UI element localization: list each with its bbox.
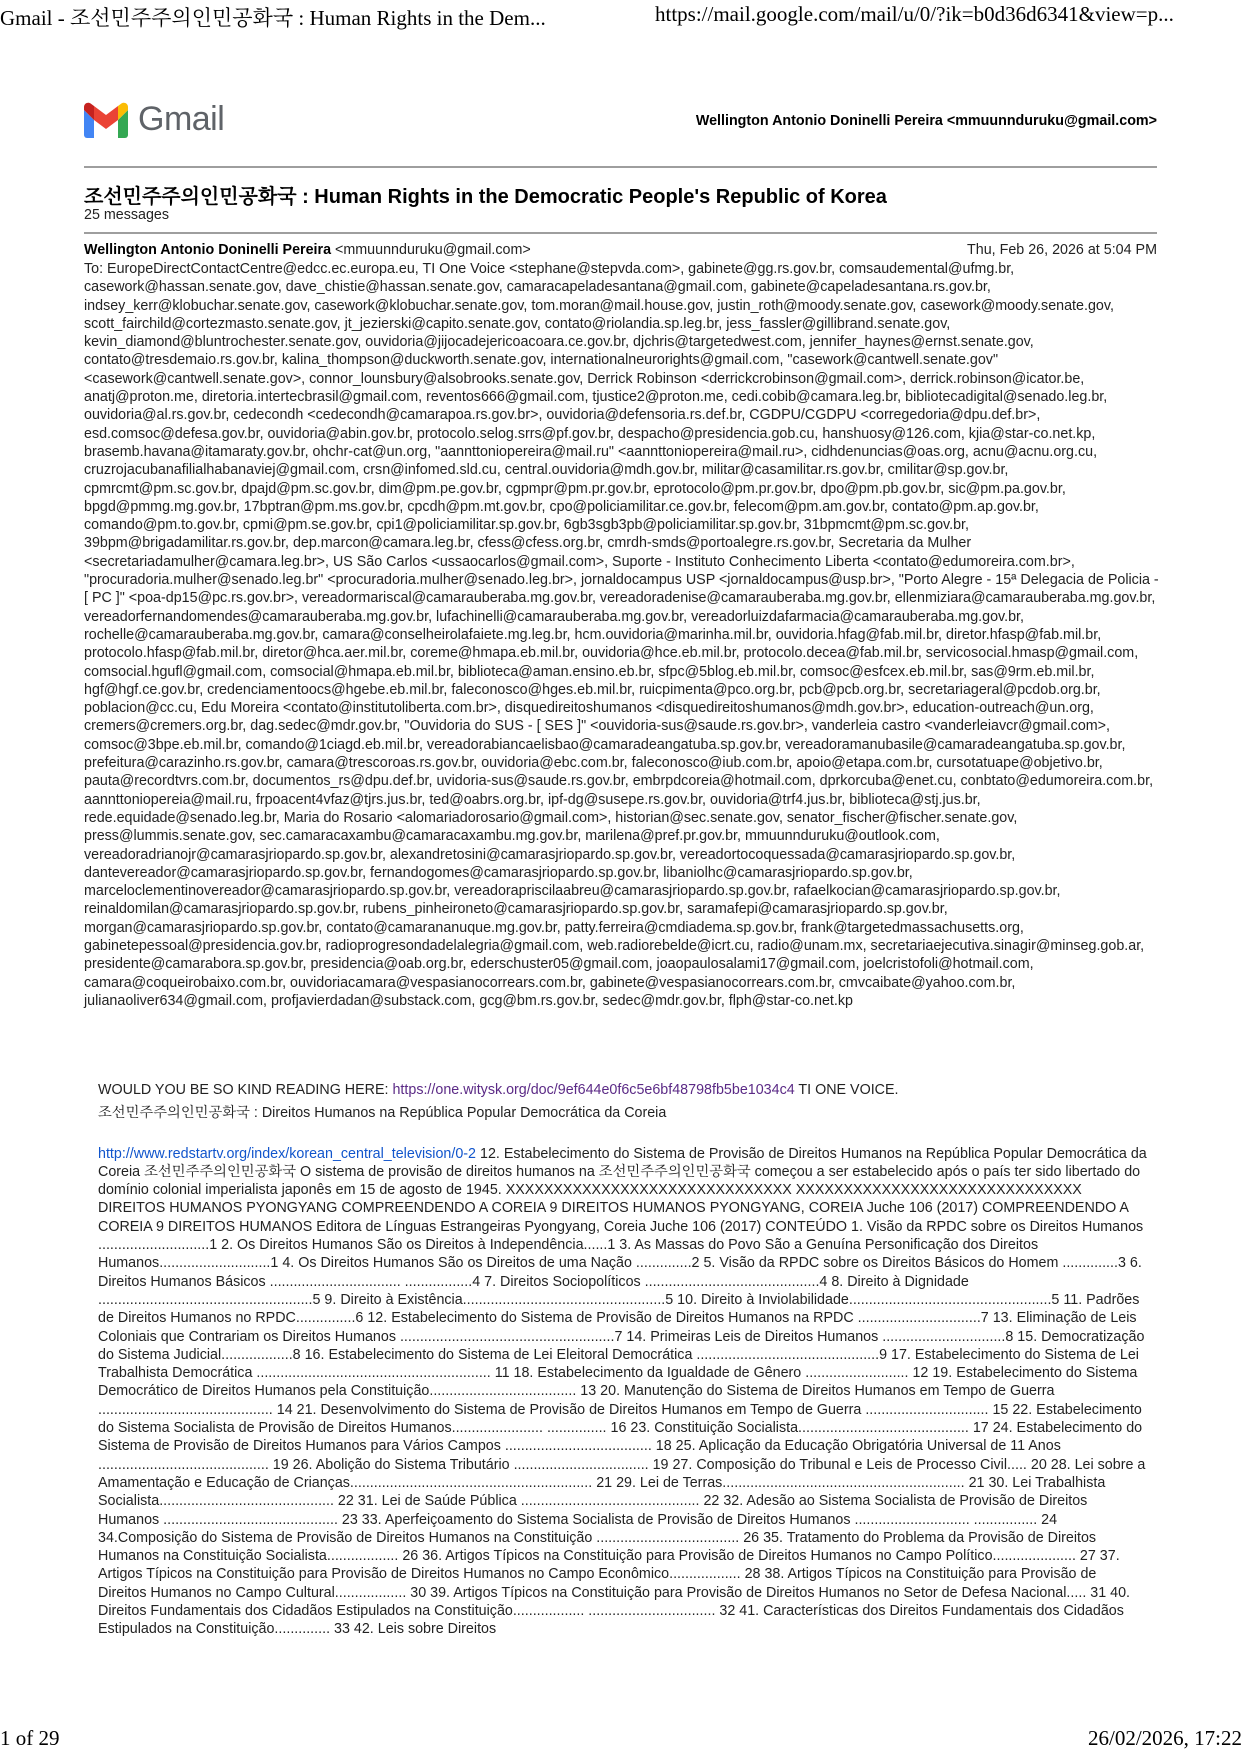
intro-suffix: TI ONE VOICE. (794, 1082, 899, 1098)
message-count: 25 messages (84, 207, 170, 223)
main-text: 12. Estabelecimento do Sistema de Provisão de Direitos Humanos na República Popular Democrática da Coreia 조선민주주의인민공화국 O sistema de provisão de direitos humanos na 조선민주주의인민공화국 começou a ser estabelecido após o país ter sido libertado do domínio colonial imperialista japonês em 15 de agosto de 1945. XXXXXXXXXXXXXXXXXXXXXXXXXXXXXX XXXXXXXXXXXXXXXXXXXXXXXXXXXXXX DIREITOS HUMANOS PYONGYANG COMPREENDENDO A COREIA 9 DIREITOS HUMANOS PYONGYANG, COREIA Juche 106 (2017) COMPREENDENDO A COREIA 9 DIREITOS HUMANOS Editora de Línguas Estrangeiras Pyongyang, Coreia Juche 106 (2017) CONTEÚDO 1. Visão da RPDC sobre os Direitos Humanos ............................1 2. Os Direitos Humanos São os Direitos à Independência......1 3. As Massas do Povo São a Genuína Personificação dos Direitos Humanos............................1 4. Os Direitos Humanos São os Direitos de uma Nação ..............2 5. Visão da RPDC sobre os Direitos Básicos do Homem ..............3 6. Direitos Humanos Básicos ................................. .................4 7. Direitos Sociopolíticos ............................................4 8. Direito à Dignidade ......................................................5 9. Direito à Existência...................................................5 10. Direito à Inviolabilidade...................................................5 11. Padrões de Direitos Humanos no RPDC...............6 12. Estabelecimento do Sistema de Provisão de Direitos Humanos na RPDC ...............................7 13. Eliminação de Leis Coloniais que Contrariam os Direitos Humanos ......................................................7 14. Primeiras Leis de Direitos Humanos ...............................8 15. Democratização do Sistema Judicial..................8 16. Estabelecimento do Sistema de Lei Eleitoral Democrática ..............................................9 17. Estabelecimento do Sistema de Lei Trabalhista Democrática ........................................................... 11 18. Estabelecimento da Igualdade de Gênero .......................... 12 19. Estabelecimento do Sistema Democrático de Direitos Humanos pela Constituição..................................... 13 20. Manutenção do Sistema de Direitos Humanos em Tempo de Guerra ............................................ 14 21. Desenvolvimento do Sistema de Provisão de Direitos Humanos em Tempo de Guerra ............................... 15 22. Estabelecimento do Sistema Socialista de Provisão de Direitos Humanos....................... ............... 16 23. Constituição Socialista........................................... 17 24. Estabelecimento do Sistema de Provisão de Direitos Humanos para Vários Campos ..................................... 18 25. Aplicação da Educação Obrigatória Universal de 11 Anos ........................................... 19 26. Abolição do Sistema Tributário .................................. 19 27. Composição do Tribunal e Leis de Processo Civil..... 20 28. Lei sobre a Amamentação e Educação de Crianças............................................................. 21 29. Lei de Terras............................................................. 21 30. Lei Trabalhista Socialista............................................ 22 31. Lei de Saúde Pública ............................................. 22 32. Adesão ao Sistema Socialista de Provisão de Direitos Humanos ............................................ 23 33. Aperfeiçoamento do Sistema Socialista de Provisão de Direitos Humanos ............................. ................ 24 34.Composição do Sistema de Provisão de Direitos Humanos na Constituição .................................... 26 35. Tratamento do Problema da Provisão de Direitos Humanos na Constituição Socialista.................. 26 36. Artigos Típicos na Constituição para Provisão de Direitos Humanos no Campo Político..................... 27 37. Artigos Típicos na Constituição para Provisão de Direitos Humanos no Campo Econômico.................. 28 38. Artigos Típicos na Constituição para Provisão de Direitos Humanos no Campo Cultural.................. 30 39. Artigos Típicos na Constituição para Provisão de Direitos Humanos no Setor de Defesa Nacional..... 31 40. Direitos Fundamentais dos Cidadãos Estipulados na Constituição.................. ................................ 32 41. Características dos Direitos Fundamentais dos Cidadãos Estipulados na Constituição.............. 33 42. Leis sobre Direitos (98, 1145, 1147, 1638)
message-date: Thu, Feb 26, 2026 at 5:04 PM (967, 242, 1157, 258)
message-sender (84, 242, 531, 258)
divider (84, 232, 1157, 234)
intro-prefix: WOULD YOU BE SO KIND READING HERE: (98, 1082, 393, 1098)
gmail-logo (84, 100, 224, 139)
witysk-link[interactable]: https://one.witysk.org/doc/9ef644e0f6c5e6bf48798fb5be1034c4 (392, 1082, 795, 1098)
thread-subject: 조선민주주의인민공화국 : Human Rights in the Democratic People's Republic of Korea (84, 186, 887, 208)
print-page-number: 1 of 29 (0, 1726, 60, 1750)
print-timestamp: 26/02/2026, 17:22 (1087, 1726, 1242, 1750)
subtitle-line: 조선민주주의인민공화국 : Direitos Humanos na República Popular Democrática da Coreia (98, 1105, 667, 1122)
intro-line (98, 1081, 1148, 1099)
message-body (98, 1081, 1148, 1639)
print-page-title: Gmail - 조선민주주의인민공화국 : Human Rights in the Dem... (0, 6, 546, 30)
gmail-logo-text: Gmail (138, 100, 225, 138)
sender-name: Wellington Antonio Doninelli Pereira (84, 242, 332, 258)
divider (84, 166, 1157, 168)
account-identity: Wellington Antonio Doninelli Pereira <mmuunnduruku@gmail.com> (695, 113, 1157, 129)
sender-email: <mmuunnduruku@gmail.com> (335, 242, 531, 258)
main-paragraph (98, 1145, 1148, 1639)
recipient-list: To: EuropeDirectContactCentre@edcc.ec.europa.eu, TI One Voice <stephane@stepvda.com>, gabinete@gg.rs.gov.br, comsaudemental@ufmg.br, casework@hassan.senate.gov, dave_chistie@hassan.senate.gov, camaracapeladesantana@gmail.com, gabinete@capeladesantana.rs.gov.br, indsey_kerr@klobuchar.senate.gov, casework@klobuchar.senate.gov, tom.moran@mail.house.gov, justin_roth@moody.senate.gov, casework@moody.senate.gov, scott_fairchild@cortezmasto.senate.gov, jt_jezierski@capito.senate.gov, contato@riolandia.sp.leg.br, jess_fassler@gillibrand.senate.gov, kevin_diamond@bluntrochester.senate.gov, ouvidoria@jijocadejericoacoara.ce.gov.br, djchris@targetedwest.com, jennifer_haynes@ernst.senate.gov, contato@tresdemaio.rs.gov.br, kalina_thompson@duckworth.senate.gov, internationalneurorights@gmail.com, "casework@cantwell.senate.gov" <casework@cantwell.senate.gov>, connor_lounsbury@alsobrooks.senate.gov, Derrick Robinson <derrickcrobinson@gmail.com>, derrick.robinson@icator.be, anatj@proton.me, diretoria.intertecbrasil@gmail.com, reventos666@gmail.com, tjustice2@proton.me, cedi.cobib@camara.leg.br, bibliotecadigital@senado.leg.br, ouvidoria@al.rs.gov.br, cedecondh <cedecondh@camarapoa.rs.gov.br>, ouvidoria@defensoria.rs.def.br, CGDPU/CGDPU <corregedoria@dpu.def.br>, esd.comsoc@defesa.gov.br, ouvidoria@abin.gov.br, protocolo.selog.srrs@pf.gov.br, despacho@presidencia.gob.cu, hanshuosy@126.com, kjia@star-co.net.kp, brasemb.havana@itamaraty.gov.br, ohchr-cat@un.org, "aannttoniopereira@mail.ru" <aannttoniopereira@mail.ru>, cidhdenuncias@oas.org, acnu@acnu.org.cu, cruzrojacubanafilialhabanaviej@gmail.com, crsn@infomed.sld.cu, central.ouvidoria@mdh.gov.br, militar@casamilitar.rs.gov.br, cmilitar@sp.gov.br, cpmrcmt@pm.sc.gov.br, dpajd@pm.sc.gov.br, dim@pm.pe.gov.br, cgpmpr@pm.pr.gov.br, eprotocolo@pm.pr.gov.br, dpo@pm.pb.gov.br, sic@pm.pa.gov.br, bpgd@pmmg.mg.gov.br, 17bptran@pm.ms.gov.br, cpcdh@pm.mt.gov.br, cpo@policiamilitar.ce.gov.br, felecom@pm.am.gov.br, contato@pm.ap.gov.br, comando@pm.to.gov.br, cpmi@pm.se.gov.br, cpi1@policiamilitar.sp.gov.br, 6gb3sgb3pb@policiamilitar.sp.gov.br, 31bpmcmt@pm.sc.gov.br, 39bpm@brigadamilitar.rs.gov.br, dep.marcon@camara.leg.br, cfess@cfess.org.br, cmrdh-smds@portoalegre.rs.gov.br, Secretaria da Mulher <secretariadamulher@camara.leg.br>, US São Carlos <ussaocarlos@gmail.com>, Suporte - Instituto Conhecimento Liberta <contato@edumoreira.com.br>, "procuradoria.mulher@senado.leg.br" <procuradoria.mulher@senado.leg.br>, jornaldocampus USP <jornaldocampus@usp.br>, "Porto Alegre - 15ª Delegacia de Policia - [ PC ]" <poa-dp15@pc.rs.gov.br>, vereadormariscal@camarauberaba.mg.gov.br, vereadoradenise@camarauberaba.mg.gov.br, ellenmiziara@camarauberaba.mg.gov.br, vereadorfernandomendes@camarauberaba.mg.gov.br, lufachinelli@camarauberaba.mg.gov.br, vereadorluizdafarmacia@camarauberaba.mg.gov.br, rochelle@camarauberaba.mg.gov.br, camara@conselheirolafaiete.mg.leg.br, hcm.ouvidoria@marinha.mil.br, ouvidoria.hfag@fab.mil.br, diretor.hfasp@fab.mil.br, protocolo.hfasp@fab.mil.br, diretor@hca.aer.mil.br, coreme@hmapa.eb.mil.br, ouvidoria@hce.eb.mil.br, protocolo.decea@fab.mil.br, servicosocial.hmasp@gmail.com, comsocial.hgufl@gmail.com, comsocial@hmapa.eb.mil.br, biblioteca@aman.ensino.eb.br, sfpc@5blog.eb.mil.br, comsoc@esfcex.eb.mil.br, sas@9rm.eb.mil.br, hgf@hgf.ce.gov.br, credenciamentoocs@hgebe.eb.mil.br, faleconosco@hges.eb.mil.br, ruicpimenta@pco.org.br, pcb@pcb.org.br, secretariageral@pcdob.org.br, poblacion@cc.cu, Edu Moreira <contato@institutoliberta.com.br>, disquedireitoshumanos <disquedireitoshumanos@mdh.gov.br>, education-outreach@un.org, cremers@cremers.org.br, dag.sedec@mdr.gov.br, "Ouvidoria do SUS - [ SES ]" <ouvidoria-sus@saude.rs.gov.br>, vanderleia castro <vanderleiavcr@gmail.com>, comsoc@3bpe.eb.mil.br, comando@1ciagd.eb.mil.br, vereadorabiancaelisbao@camaradeangatuba.sp.gov.br, vereadoramanubasile@camaradeangatuba.sp.gov.br, prefeitura@carazinho.rs.gov.br, camara@trescoroas.rs.gov.br, ouvidoria@ebc.com.br, faleconosco@iub.com.br, apoio@etapa.com.br, cursotatuape@objetivo.br, pauta@recordtvrs.com.br, documentos_rs@dpu.def.br, uvidoria-sus@saude.rs.gov.br, embrpdcoreia@hotmail.com, dprkorcuba@enet.cu, conbtato@edumoreira.com.br, aannttoniopereia@mail.ru, frpoacent4vfaz@tjrs.jus.br, ted@oabrs.org.br, ipf-dg@susepe.rs.gov.br, ouvidoria@trf4.jus.br, biblioteca@stj.jus.br, rede.equidade@senado.leg.br, Maria do Rosario <alomariadorosario@gmail.com>, historian@sec.senate.gov, senator_fischer@fischer.senate.gov, press@lummis.senate.gov, sec.camaracaxambu@camaracaxambu.mg.gov.br, marilena@pref.pr.gov.br, mmuunnduruku@outlook.com, vereadoradrianojr@camarasjriopardo.sp.gov.br, alexandretosini@camarasjriopardo.sp.gov.br, vereadortocoquessada@camarasjriopardo.sp.gov.br, dantevereador@camarasjriopardo.sp.gov.br, fernandogomes@camarasjriopardo.sp.gov.br, libaniolhc@camarasjriopardo.sp.gov.br, marceloclementinovereador@camarasjriopardo.sp.gov.br, vereadorapriscilaabreu@camarasjriopardo.sp.gov.br, rafaelkocian@camarasjriopardo.sp.gov.br, reinaldomilan@camarasjriopardo.sp.gov.br, rubens_pinheironeto@camarasjriopardo.sp.gov.br, saramafepi@camarasjriopardo.sp.gov.br, morgan@camarasjriopardo.sp.gov.br, contato@camarananuque.mg.gov.br, patty.ferreira@cmdiadema.sp.gov.br, frank@targetedmassachusetts.org, gabinetepessoal@presidencia.gov.br, radioprogresondadelalegria@gmail.com, web.radiorebelde@icrt.cu, radio@unam.mx, secretariaejecutiva.sinagir@minseg.gob.ar, presidente@camarabora.sp.gov.br, presidencia@oab.org.br, ederschuster05@gmail.com, joaopaulosalami17@gmail.com, joelcristofoli@hotmail.com, camara@coqueirobaixo.com.br, ouvidoriacamara@vespasianocorrears.com.br, gabinete@vespasianocorrears.com.br, cmvcaibate@yahoo.com.br, julianaoliver634@gmail.com, profjavierdadan@substack.com, gcg@bm.rs.gov.br, sedec@mdr.gov.br, flph@star-co.net.kp (84, 261, 1159, 1009)
print-url: https://mail.google.com/mail/u/0/?ik=b0d36d6341&view=p... (655, 2, 1174, 26)
gmail-m-icon (84, 102, 128, 138)
redstartv-link[interactable]: http://www.redstartv.org/index/korean_central_television/0-2 (98, 1145, 477, 1162)
